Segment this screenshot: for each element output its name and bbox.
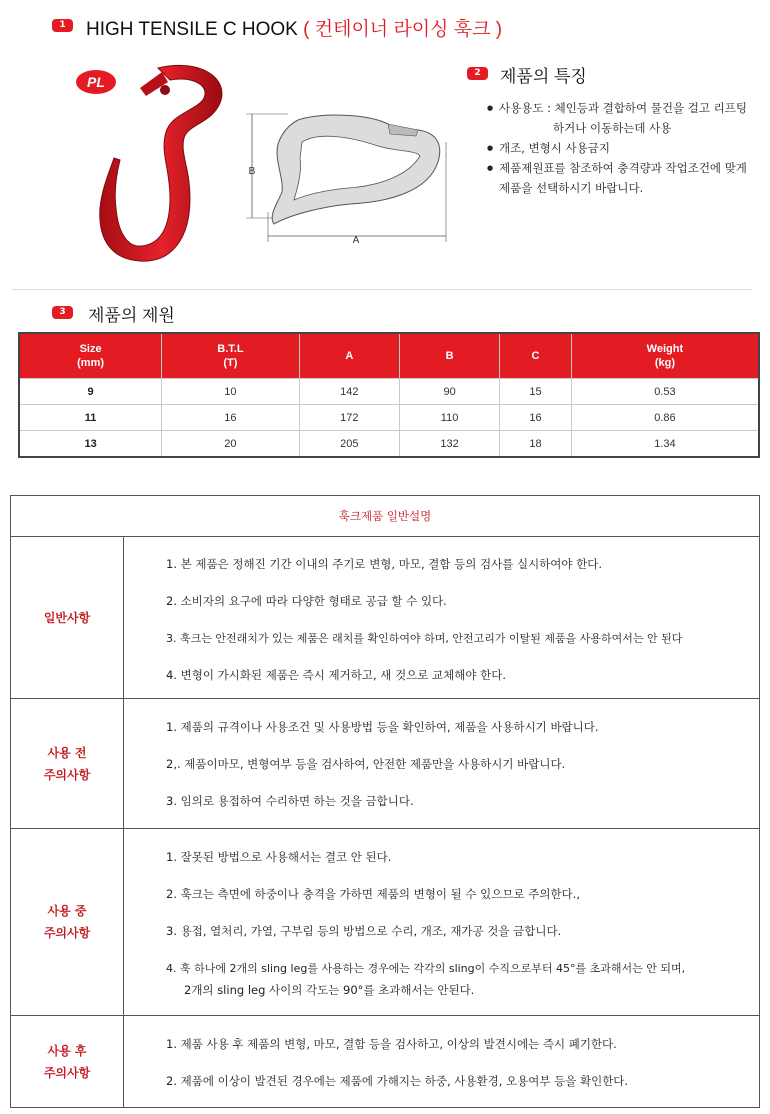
title-en: HIGH TENSILE C HOOK (86, 19, 298, 40)
info-group (11, 537, 760, 699)
section-1-badge: 1 (52, 19, 73, 32)
table-row: 13 20 205 132 18 1.34 (19, 431, 759, 458)
list-item: 1. 제품 사용 후 제품의 변형, 마모, 결함 등을 검사하고, 이상의 발견시에는 즉시 폐기한다. (166, 1037, 617, 1051)
info-group (11, 699, 760, 829)
info-title: 훅크제품 일반설명 (11, 496, 760, 537)
list-item: 2,. 제품이마모, 변형여부 등을 검사하여, 안전한 제품만을 사용하시기 바랍니다. (166, 757, 566, 771)
table-row: 11 16 172 110 16 0.86 (19, 405, 759, 431)
header-a: A (299, 333, 399, 379)
category-label: 사용 중 주의사항 (11, 829, 124, 1016)
spec-header-row (19, 333, 759, 379)
header-c: C (500, 333, 572, 379)
hook-dimension-diagram (238, 112, 458, 247)
list-item: 1. 본 제품은 정해진 기간 이내의 주기로 변형, 마모, 결함 등의 검사를 실시하여야 한다. (166, 557, 603, 571)
info-items (124, 829, 760, 1016)
list-item: 3. 훅크는 안전래치가 있는 제품은 래치를 확인하여야 하며, 안전고리가 이탈된 제품을 사용하여서는 안 된다 (166, 632, 683, 645)
pl-logo: PL (76, 70, 116, 94)
info-items (124, 699, 760, 829)
section-3-badge: 3 (52, 306, 73, 319)
feature-item: ● 개조, 변형시 사용금지 (487, 138, 762, 158)
section-2-badge: 2 (467, 67, 488, 80)
category-label: 일반사항 (11, 537, 124, 699)
table-row: 9 10 142 90 15 0.53 (19, 379, 759, 405)
page-title (86, 14, 502, 41)
list-item: 1. 잘못된 방법으로 사용해서는 결코 안 된다. (166, 850, 392, 864)
feature-item: ● 사용용도 : 체인등과 결합하여 물건을 걸고 리프팅 하거나 이동하는데 사용 (487, 98, 762, 138)
list-item: 1. 제품의 규격이나 사용조건 및 사용방법 등을 확인하여, 제품을 사용하시기 바랍니다. (166, 720, 599, 734)
divider (12, 289, 752, 290)
list-item: 4. 변형이 가시화된 제품은 즉시 제거하고, 새 것으로 교체해야 한다. (166, 668, 507, 682)
feature-item: ● 제품제원표를 참조하여 충격량과 작업조건에 맞게 제품을 선택하시기 바랍니다. (487, 158, 762, 198)
list-item: 3. 용접, 열처리, 가열, 구부림 등의 방법으로 수리, 개조, 재가공 것을 금합니다. (166, 924, 562, 938)
header-weight: Weight (kg) (571, 333, 759, 379)
info-group (11, 1016, 760, 1108)
header-btl: B.T.L (T) (162, 333, 299, 379)
label-b: B (248, 166, 256, 177)
list-item: 2. 제품에 이상이 발견된 경우에는 제품에 가해지는 하중, 사용환경, 오용여부 등을 확인한다. (166, 1074, 629, 1088)
features-title: 제품의 특징 (500, 67, 587, 86)
bullet-icon: ● (487, 144, 494, 152)
info-items (124, 1016, 760, 1108)
info-items (124, 537, 760, 699)
category-label: 사용 후 주의사항 (11, 1016, 124, 1108)
category-label: 사용 전 주의사항 (11, 699, 124, 829)
title-kr: ( 컨테이너 라이싱 훅크 ) (303, 19, 503, 40)
list-item: 2. 소비자의 요구에 따라 다양한 형태로 공급 할 수 있다. (166, 594, 447, 608)
specs-title: 제품의 제원 (88, 306, 175, 325)
list-item: 2. 훅크는 측면에 하중이나 충격을 가하면 제품의 변형이 될 수 있으므로 주의한다., (166, 887, 580, 901)
features-list (487, 98, 762, 198)
bullet-icon: ● (487, 104, 494, 112)
list-item: 2개의 sling leg 사이의 각도는 90°를 초과해서는 안된다. (184, 983, 475, 997)
list-item: 4. 훅 하나에 2개의 sling leg를 사용하는 경우에는 각각의 sling이 수직으로부터 45°를 초과해서는 안 되며, (166, 962, 686, 975)
info-group (11, 829, 760, 1016)
hook-photo (80, 58, 250, 278)
header-size: Size (mm) (19, 333, 162, 379)
bullet-icon: ● (487, 164, 494, 172)
label-a: A (352, 235, 360, 246)
header-b: B (399, 333, 499, 379)
general-info-table (10, 495, 760, 1108)
spec-table (18, 332, 760, 458)
list-item: 3. 임의로 용접하여 수리하면 하는 것을 금합니다. (166, 794, 414, 808)
